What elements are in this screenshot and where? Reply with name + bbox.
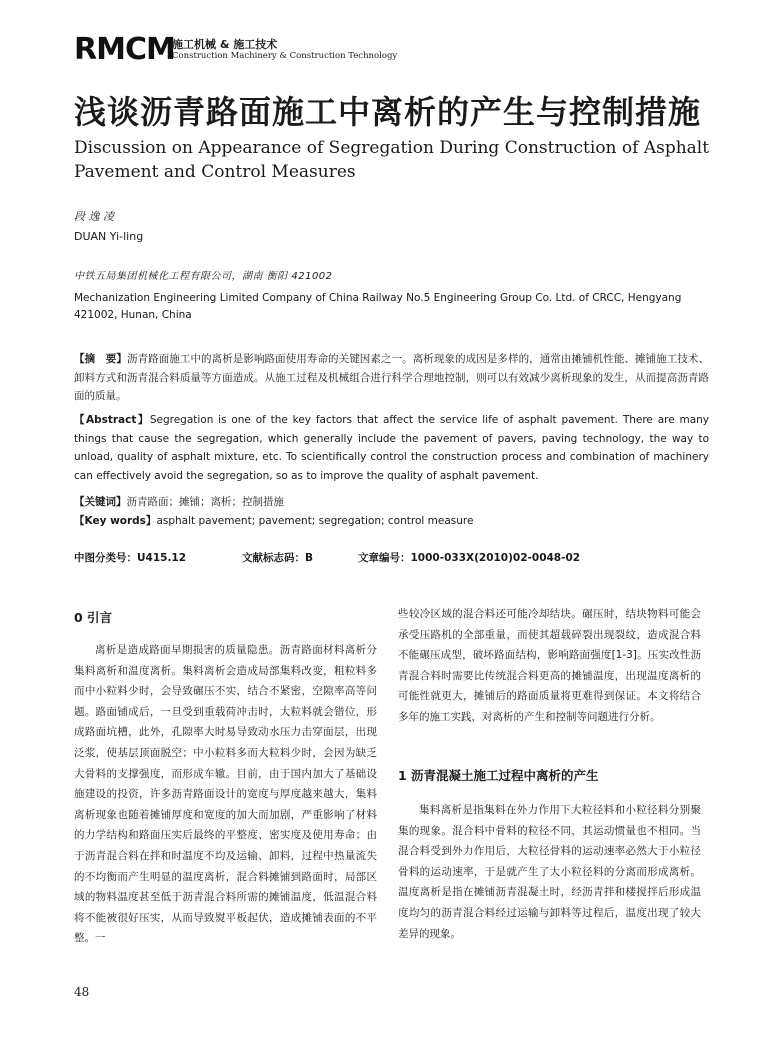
section-heading-1: 1 沥青混凝土施工过程中离析的产生	[398, 768, 599, 783]
abstract-cn-text: 沥青路面施工中的离析是影响路面使用寿命的关键因素之一。离析现象的成因是多样的，通常由摊铺机性能、摊铺施工技术、卸料方式和沥青混合料质量等方面造成。从施工过程及机械组合进行科学合理地控制，则可以有效减少离析现象的发生，从而提高沥青路面的质量。	[74, 353, 710, 402]
article-number: 文章编号：1000-033X(2010)02-0048-02	[358, 552, 581, 564]
keywords-cn	[74, 493, 709, 512]
affiliation-cn: 中铁五局集团机械化工程有限公司，湖南 衡阳 421002	[74, 271, 333, 282]
clc-number: 中图分类号：U415.12	[74, 552, 187, 564]
journal-name-en: Construction Machinery & Construction Technology	[172, 51, 398, 61]
section1-paragraph: 集料离析是指集料在外力作用下大粒径料和小粒径料分别聚集的现象。混合料中骨料的粒径不同，其运动惯量也不相同。当混合料受到外力作用后，大粒径骨料的运动速率必然大于小粒径骨料的运动速率，于是就产生了大小粒径料的分离而形成离析。温度离析是指在摊铺沥青混凝土时，经沥青拌和楼搅拌后形成温度均匀的沥青混合料经过运输与卸料等过程后，温度出现了较大差异的现象。	[398, 804, 701, 940]
author-name-cn: 段 逸 凌	[74, 210, 114, 223]
author-name-en: DUAN Yi-ling	[74, 230, 144, 243]
abstract-en-label: 【Abstract】	[74, 414, 150, 426]
keywords-en	[74, 512, 709, 531]
paper-title-cn: 浅谈沥青路面施工中离析的产生与控制措施	[74, 93, 702, 131]
document-code: 文献标志码：B	[242, 552, 314, 564]
journal-logo: RMCM	[74, 32, 175, 67]
left-column	[74, 640, 377, 949]
paper-title-en: Discussion on Appearance of Segregation During Construction of Asphalt Pavement and Control Measures	[74, 138, 710, 182]
section0-continuation: 些较冷区域的混合料还可能冷却结块。碾压时，结块物料可能会承受压路机的全部重量，而使其超载碎裂出现裂纹，造成混合料不能碾压成型，破坏路面结构，影响路面强度[1-3]。压实改性沥青混合料时需要比传统混合料更高的摊铺温度，出现温度离析的可能性就更大，摊铺后的路面质量将更难得到保证。本文将结合多年的施工实践，对离析的产生和控制等问题进行分析。	[398, 608, 701, 723]
abstract-en-text: Segregation is one of the key factors that affect the service life of asphalt pavement. There are many things that cause the segregation, which generally include the pavement of pavers, paving technology, the way to unload, quality of asphalt mixture, etc. To scientifically control the construction process and combination of machinery can effectively avoid the segregation, so as to improve the quality of asphalt pavement.	[74, 414, 710, 482]
affiliation-en: Mechanization Engineering Limited Company of China Railway No.5 Engineering Group Co. Ltd. of CRCC, Hengyang 421002, Hunan, China	[74, 292, 682, 321]
keywords-en-label: 【Key words】	[74, 515, 157, 527]
keywords-cn-label: 【关键词】	[74, 496, 127, 508]
abstract-cn	[74, 350, 709, 406]
right-column-top	[398, 604, 701, 728]
section-heading-0: 0 引言	[74, 610, 113, 625]
section0-paragraph: 离析是造成路面早期损害的质量隐患。沥青路面材料离析分集料离析和温度离析。集料离析会造成局部集料改变，粗粒料多而中小粒料少时，会导致碾压不实，结合不紧密，空隙率高等问题。路面铺成后，一旦受到重载荷冲击时，大粒料就会错位，形成路面坑槽，此外，孔隙率大时易导致动水压力击穿面层，出现泛浆，使基层顶面脱空；中小粒料多而大粒料少时，会因为缺乏大骨料的支撑强度，而形成车辙。目前，由于国内加大了基础设施建设的投资，许多沥青路面设计的宽度与厚度越来越大，集料离析现象也随着摊铺厚度和宽度的加大而加剧，严重影响了材料的力学结构和路面压实后最终的平整度、密实度及使用寿命；由于沥青混合料在拌和时温度不均及运输、卸料，过程中热量流失的不均衡而产生明显的温度离析，混合料摊铺到路面时，局部区域的物料温度甚至低于沥青混合料所需的摊铺温度，低温混合料将不能被很好压实，从而导致熨平板起伏，造成摊铺表面的不平整。一	[74, 644, 377, 945]
page-number: 48	[74, 985, 90, 999]
keywords-en-text: asphalt pavement; pavement; segregation; control measure	[156, 515, 474, 527]
right-column-bottom	[398, 800, 701, 944]
abstract-cn-label: 【摘 要】	[74, 353, 127, 365]
abstract-en	[74, 411, 709, 485]
keywords-cn-text: 沥青路面；摊铺；离析；控制措施	[126, 496, 284, 508]
journal-name-cn: 施工机械 & 施工技术	[172, 38, 278, 51]
